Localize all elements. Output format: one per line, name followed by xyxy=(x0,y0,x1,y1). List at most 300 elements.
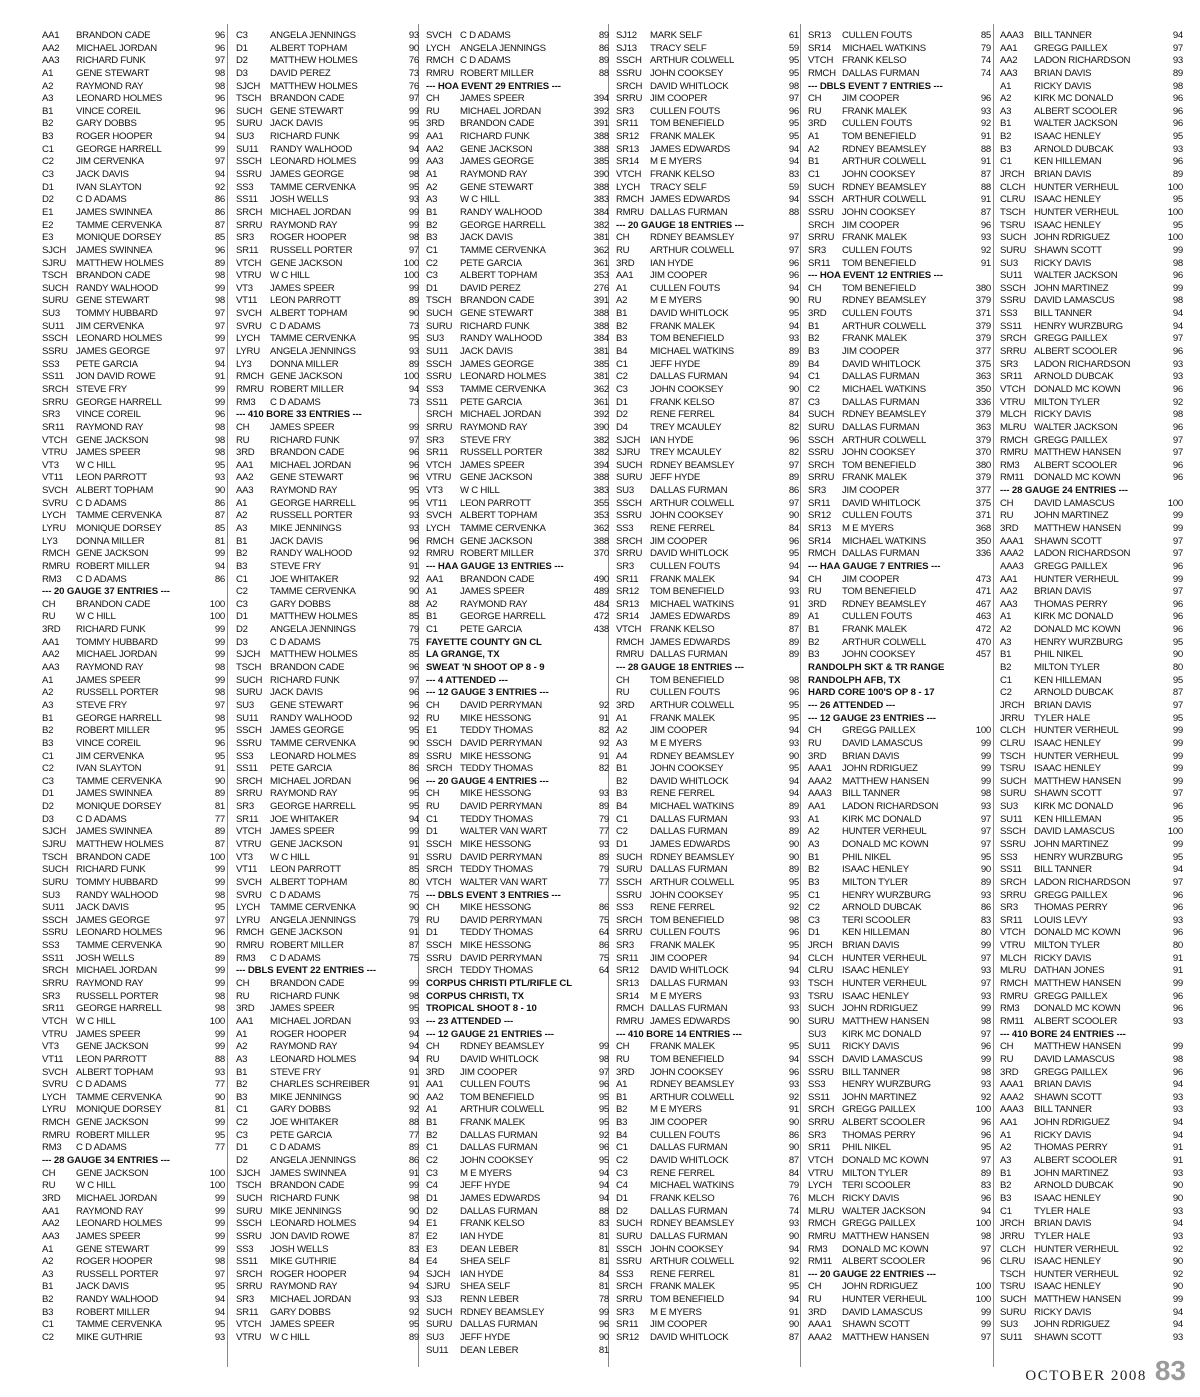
class-code: B3 xyxy=(616,333,628,345)
result-row xyxy=(616,333,799,346)
shooter-name: PETE GARCIA xyxy=(460,624,522,636)
page-footer xyxy=(1025,1355,1186,1387)
result-row xyxy=(426,397,609,410)
score: 94 xyxy=(214,1306,225,1318)
score: 92 xyxy=(980,244,991,256)
result-row xyxy=(236,1029,419,1042)
score: 467 xyxy=(975,598,991,610)
shooter-name: PETE GARCIA xyxy=(76,358,138,370)
shooter-name: GREGG PAILLEX xyxy=(842,725,916,737)
shooter-name: GENE STEWART xyxy=(270,105,344,117)
class-code: B1 xyxy=(1000,1167,1012,1179)
shooter-name: ROBERT MILLER xyxy=(76,1129,150,1141)
result-row xyxy=(42,637,225,650)
score: 99 xyxy=(214,978,225,990)
shooter-name: BRANDON CADE xyxy=(76,270,151,282)
result-row xyxy=(426,1193,609,1206)
class-code: D2 xyxy=(42,801,54,813)
shooter-name: BRIAN DAVIS xyxy=(842,750,900,762)
shooter-name: GENE JACKSON xyxy=(460,535,533,547)
class-code: SU3 xyxy=(236,699,254,711)
shooter-name: ANGELA JENNINGS xyxy=(460,42,546,54)
score: 388 xyxy=(593,143,609,155)
shooter-name: JAMES SPEER xyxy=(270,421,335,433)
score: 95 xyxy=(408,1003,419,1015)
result-row xyxy=(808,435,991,448)
class-code: TSCH xyxy=(1000,206,1026,218)
class-code: SSCH xyxy=(42,914,68,926)
result-row xyxy=(236,1294,419,1307)
shooter-name: DAVID LAMASCUS xyxy=(842,737,923,749)
score: 99 xyxy=(980,737,991,749)
class-code: SS11 xyxy=(236,763,258,775)
result-row xyxy=(1000,422,1183,435)
shooter-name: GENE STEWART xyxy=(460,181,534,193)
score: 96 xyxy=(788,434,799,446)
shooter-name: JIM COOPER xyxy=(650,1319,708,1331)
score: 99 xyxy=(1172,282,1183,294)
score: 85 xyxy=(980,30,991,41)
class-code: SR3 xyxy=(616,940,634,952)
result-row xyxy=(1000,776,1183,789)
result-row xyxy=(426,788,609,801)
shooter-name: M E MYERS xyxy=(650,295,702,307)
score: 93 xyxy=(408,194,419,206)
shooter-name: RANDY WALHOOD xyxy=(460,333,543,345)
class-code: SVCH xyxy=(42,485,68,497)
result-row xyxy=(42,561,225,574)
shooter-name: DALLAS FURMAN xyxy=(650,649,728,661)
class-code: SU11 xyxy=(1000,270,1023,282)
shooter-name: C D ADAMS xyxy=(76,497,127,509)
class-code: CLRU xyxy=(1000,1256,1026,1268)
class-code: AA2 xyxy=(426,1091,444,1103)
score: 96 xyxy=(214,93,225,105)
class-code: SUCH xyxy=(1000,775,1027,787)
section-header xyxy=(616,1029,799,1042)
score: 99 xyxy=(214,876,225,888)
result-row xyxy=(808,624,991,637)
class-code: SSCH xyxy=(616,876,642,888)
class-code: SJCH xyxy=(236,1167,261,1179)
class-code: SR14 xyxy=(808,535,831,547)
class-code: SUCH xyxy=(808,1003,835,1015)
score: 94 xyxy=(598,1192,609,1204)
class-code: RU xyxy=(616,1053,630,1065)
shooter-name: DAVID LAMASCUS xyxy=(1034,295,1115,307)
score: 95 xyxy=(788,1281,799,1293)
shooter-name: C D ADAMS xyxy=(270,1142,321,1154)
shooter-name: MICHAEL JORDAN xyxy=(76,965,157,977)
shooter-name: DONALD MC KOWN xyxy=(1034,383,1121,395)
shooter-name: DALLAS FURMAN xyxy=(650,826,728,838)
result-row xyxy=(1000,498,1183,511)
score: 76 xyxy=(788,1192,799,1204)
shooter-name: TEDDY THOMAS xyxy=(460,725,533,737)
score: 98 xyxy=(214,447,225,459)
score: 100 xyxy=(975,725,991,737)
result-row xyxy=(1000,1016,1183,1029)
shooter-name: FRANK KELSO xyxy=(650,169,715,181)
result-row xyxy=(1000,1104,1183,1117)
shooter-name: ISAAC HENLEY xyxy=(1034,1281,1101,1293)
class-code: B1 xyxy=(42,712,54,724)
score: 90 xyxy=(1172,649,1183,661)
result-row xyxy=(808,586,991,599)
class-code: D1 xyxy=(616,396,628,408)
class-code: SURU xyxy=(1000,788,1027,800)
shooter-name: VINCE COREIL xyxy=(76,105,141,117)
class-code: B2 xyxy=(808,864,820,876)
result-row xyxy=(236,169,419,182)
shooter-name: BILL TANNER xyxy=(842,788,900,800)
result-row xyxy=(808,536,991,549)
shooter-name: RUSSELL PORTER xyxy=(460,447,543,459)
result-row xyxy=(808,258,991,271)
class-code: SS3 xyxy=(42,358,60,370)
score: 96 xyxy=(408,535,419,547)
result-row xyxy=(1000,460,1183,473)
result-row xyxy=(616,1218,799,1231)
shooter-name: RANDY WALHOOD xyxy=(76,1294,159,1306)
shooter-name: SHAWN SCOTT xyxy=(1034,535,1102,547)
shooter-name: JIM COOPER xyxy=(842,93,900,105)
score: 98 xyxy=(214,1003,225,1015)
class-code: AA3 xyxy=(426,156,444,168)
shooter-name: GENE JACKSON xyxy=(76,548,149,560)
result-row xyxy=(808,738,991,751)
class-code: CLRU xyxy=(808,965,834,977)
score: 96 xyxy=(1172,902,1183,914)
score: 77 xyxy=(598,876,609,888)
class-code: AAA3 xyxy=(808,788,832,800)
score: 92 xyxy=(598,1129,609,1141)
score: 86 xyxy=(408,1155,419,1167)
shooter-name: TAMME CERVENKA xyxy=(76,510,162,522)
result-row xyxy=(808,232,991,245)
result-row xyxy=(808,333,991,346)
class-code: B3 xyxy=(808,346,820,358)
result-row xyxy=(236,194,419,207)
result-row xyxy=(236,295,419,308)
shooter-name: HUNTER VERHEUL xyxy=(1034,725,1119,737)
score: 98 xyxy=(214,990,225,1002)
shooter-name: RICKY DAVIS xyxy=(1034,952,1092,964)
result-row xyxy=(616,1168,799,1181)
result-row xyxy=(616,207,799,220)
shooter-name: TEDDY THOMAS xyxy=(460,813,533,825)
shooter-name: TERI SCOOLER xyxy=(842,1180,911,1192)
score: 95 xyxy=(1172,219,1183,231)
result-row xyxy=(426,1332,609,1345)
shooter-name: JAMES SPEER xyxy=(460,586,525,598)
result-row xyxy=(426,510,609,523)
class-code: RM11 xyxy=(808,1256,832,1268)
score: 93 xyxy=(408,1294,419,1306)
class-code: SR3 xyxy=(236,801,254,813)
shooter-name: JAMES SPEER xyxy=(270,1319,335,1331)
score: 86 xyxy=(598,42,609,54)
shooter-name: LEON PARROTT xyxy=(76,1053,147,1065)
score: 82 xyxy=(598,725,609,737)
result-row xyxy=(616,472,799,485)
score: 276 xyxy=(593,282,609,294)
class-code: CH xyxy=(808,573,822,585)
class-code: SRCH xyxy=(616,914,643,926)
class-code: SUCH xyxy=(616,851,643,863)
result-row xyxy=(236,1256,419,1269)
class-code: CLCH xyxy=(1000,1243,1026,1255)
score: 95 xyxy=(788,308,799,320)
score: 90 xyxy=(598,1331,609,1343)
score: 97 xyxy=(1172,535,1183,547)
class-code: SSRU xyxy=(616,1256,642,1268)
class-code: D3 xyxy=(236,636,248,648)
result-row xyxy=(808,978,991,991)
class-code: TSRU xyxy=(1000,763,1026,775)
result-row xyxy=(42,940,225,953)
score: 93 xyxy=(1172,55,1183,67)
result-row xyxy=(236,1307,419,1320)
class-code: SURU xyxy=(1000,1306,1027,1318)
score: 98 xyxy=(214,270,225,282)
score: 81 xyxy=(214,1104,225,1116)
class-code: C3 xyxy=(808,396,820,408)
result-row xyxy=(236,902,419,915)
class-code: AA3 xyxy=(236,485,254,497)
class-code: VT3 xyxy=(42,459,59,471)
score: 80 xyxy=(408,876,419,888)
result-row xyxy=(42,1256,225,1269)
score: 88 xyxy=(980,181,991,193)
shooter-name: MICHAEL JORDAN xyxy=(460,105,541,117)
shooter-name: JOHN MARTINEZ xyxy=(842,1091,917,1103)
shooter-name: MATTHEW HOLMES xyxy=(76,257,164,269)
result-row xyxy=(1000,814,1183,827)
shooter-name: MATTHEW HOLMES xyxy=(270,649,358,661)
score: 87 xyxy=(788,1331,799,1343)
score: 75 xyxy=(408,636,419,648)
shooter-name: DAVID PERRYMAN xyxy=(460,737,542,749)
result-row xyxy=(236,915,419,928)
class-code: SR12 xyxy=(616,965,639,977)
score: 96 xyxy=(214,737,225,749)
shooter-name: --- 410 BORE 33 ENTRIES --- xyxy=(236,409,362,421)
score: 98 xyxy=(980,1066,991,1078)
result-row xyxy=(236,1003,419,1016)
class-code: E1 xyxy=(426,1218,438,1230)
class-code: SJCH xyxy=(236,649,261,661)
class-code: SVRU xyxy=(42,1079,68,1091)
class-code: SJRU xyxy=(42,839,67,850)
score: 83 xyxy=(980,914,991,926)
class-code: AA3 xyxy=(42,55,60,67)
result-row xyxy=(616,1130,799,1143)
class-code: RU xyxy=(426,712,440,724)
class-code: RU xyxy=(426,105,440,117)
score: 99 xyxy=(1172,1041,1183,1053)
score: 97 xyxy=(214,156,225,168)
result-row xyxy=(808,30,991,43)
class-code: VT11 xyxy=(42,472,64,484)
result-row xyxy=(42,245,225,258)
result-row xyxy=(616,510,799,523)
class-code: D1 xyxy=(616,1192,628,1204)
score: 94 xyxy=(408,1053,419,1065)
class-code: AA3 xyxy=(1000,598,1018,610)
result-row xyxy=(1000,43,1183,56)
result-row xyxy=(426,1142,609,1155)
class-code: A4 xyxy=(616,750,628,762)
score: 99 xyxy=(214,1243,225,1255)
class-code: SS3 xyxy=(236,181,254,193)
result-row xyxy=(1000,1269,1183,1282)
score: 100 xyxy=(1167,497,1183,509)
section-header xyxy=(426,1003,609,1016)
score: 93 xyxy=(980,965,991,977)
class-code: SU3 xyxy=(42,308,60,320)
score: 97 xyxy=(408,434,419,446)
class-code: SR11 xyxy=(616,1319,639,1331)
class-code: RMRU xyxy=(1000,447,1028,459)
shooter-name: DEAN LEBER xyxy=(460,1344,519,1356)
result-row xyxy=(426,599,609,612)
result-row xyxy=(616,687,799,700)
class-code: 3RD xyxy=(808,598,827,610)
result-row xyxy=(616,700,799,713)
class-code: AA1 xyxy=(1000,573,1018,585)
score: 89 xyxy=(214,257,225,269)
score: 99 xyxy=(408,978,419,990)
class-code: B1 xyxy=(1000,649,1012,661)
result-row xyxy=(42,687,225,700)
score: 97 xyxy=(980,1331,991,1343)
shooter-name: TEDDY THOMAS xyxy=(460,864,533,876)
class-code: AA2 xyxy=(42,42,60,54)
result-row xyxy=(1000,156,1183,169)
score: 90 xyxy=(788,851,799,863)
score: 98 xyxy=(1172,295,1183,307)
section-header xyxy=(236,965,419,978)
score: 90 xyxy=(408,902,419,914)
class-code: 3RD xyxy=(236,447,255,459)
class-code: A2 xyxy=(236,1041,248,1053)
score: 80 xyxy=(1172,662,1183,674)
score: 96 xyxy=(1172,624,1183,636)
score: 99 xyxy=(214,1230,225,1242)
class-code: B3 xyxy=(42,131,54,143)
score: 89 xyxy=(980,876,991,888)
class-code: SRCH xyxy=(426,409,453,421)
class-code: B3 xyxy=(42,1306,54,1318)
shooter-name: MIKE GUTHRIE xyxy=(76,1331,143,1343)
score: 94 xyxy=(408,813,419,825)
shooter-name: JIM COOPER xyxy=(650,725,708,737)
class-code: B2 xyxy=(1000,1180,1012,1192)
result-row xyxy=(42,1269,225,1282)
score: 97 xyxy=(1172,548,1183,560)
score: 97 xyxy=(788,93,799,105)
score: 91 xyxy=(598,750,609,762)
shooter-name: RENE FERREL xyxy=(650,902,715,914)
result-row xyxy=(236,991,419,1004)
shooter-name: ARTHUR COLWELL xyxy=(460,1104,545,1116)
class-code: SJRU xyxy=(616,447,641,459)
shooter-name: TOM BENEFIELD xyxy=(650,118,724,130)
class-code: MLRU xyxy=(1000,965,1027,977)
shooter-name: RICHARD FUNK xyxy=(270,674,340,686)
score: 381 xyxy=(593,371,609,383)
shooter-name: CULLEN FOUTS xyxy=(650,560,721,572)
result-row xyxy=(1000,1319,1183,1332)
score: 100 xyxy=(975,1218,991,1230)
shooter-name: RANDY WALHOOD xyxy=(270,712,353,724)
score: 95 xyxy=(788,712,799,724)
score: 91 xyxy=(1172,965,1183,977)
result-row xyxy=(42,460,225,473)
score: 384 xyxy=(593,206,609,218)
section-header xyxy=(426,649,609,662)
score: 93 xyxy=(1172,1167,1183,1179)
class-code: C2 xyxy=(808,383,820,395)
score: 97 xyxy=(788,244,799,256)
shooter-name: TOM BENEFIELD xyxy=(842,282,916,294)
shooter-name: MIKE GUTHRIE xyxy=(270,1256,337,1268)
score: 95 xyxy=(788,876,799,888)
score: 95 xyxy=(408,333,419,345)
score: 94 xyxy=(788,775,799,787)
result-row xyxy=(236,106,419,119)
result-row xyxy=(236,232,419,245)
class-code: C3 xyxy=(616,1167,628,1179)
shooter-name: BILL TANNER xyxy=(1034,308,1092,320)
result-row xyxy=(616,1104,799,1117)
result-row xyxy=(1000,662,1183,675)
result-row xyxy=(1000,321,1183,334)
result-row xyxy=(616,485,799,498)
class-code: E2 xyxy=(42,219,54,231)
shooter-name: MATTHEW HANSEN xyxy=(842,1230,929,1242)
result-row xyxy=(616,586,799,599)
class-code: D3 xyxy=(236,67,248,79)
shooter-name: JOHN COOKSEY xyxy=(650,763,724,775)
score: 95 xyxy=(788,940,799,952)
score: 89 xyxy=(788,826,799,838)
page-number: 83 xyxy=(1154,1355,1186,1386)
score: 388 xyxy=(593,320,609,332)
result-row xyxy=(42,599,225,612)
result-row xyxy=(808,1041,991,1054)
score: 97 xyxy=(788,497,799,509)
result-row xyxy=(808,169,991,182)
class-code: AA1 xyxy=(426,1079,444,1091)
score: 438 xyxy=(593,624,609,636)
score: 94 xyxy=(788,371,799,383)
shooter-name: GREGG PAILLEX xyxy=(1034,889,1108,901)
section-header xyxy=(808,675,991,688)
score: 86 xyxy=(598,940,609,952)
class-code: A1 xyxy=(1000,611,1012,623)
score: 98 xyxy=(214,662,225,674)
result-row xyxy=(616,776,799,789)
class-code: SRRU xyxy=(808,232,835,244)
score: 85 xyxy=(408,611,419,623)
result-row xyxy=(808,93,991,106)
result-row xyxy=(616,55,799,68)
class-code: B1 xyxy=(616,308,628,320)
result-row xyxy=(426,1168,609,1181)
score: 96 xyxy=(1172,270,1183,282)
